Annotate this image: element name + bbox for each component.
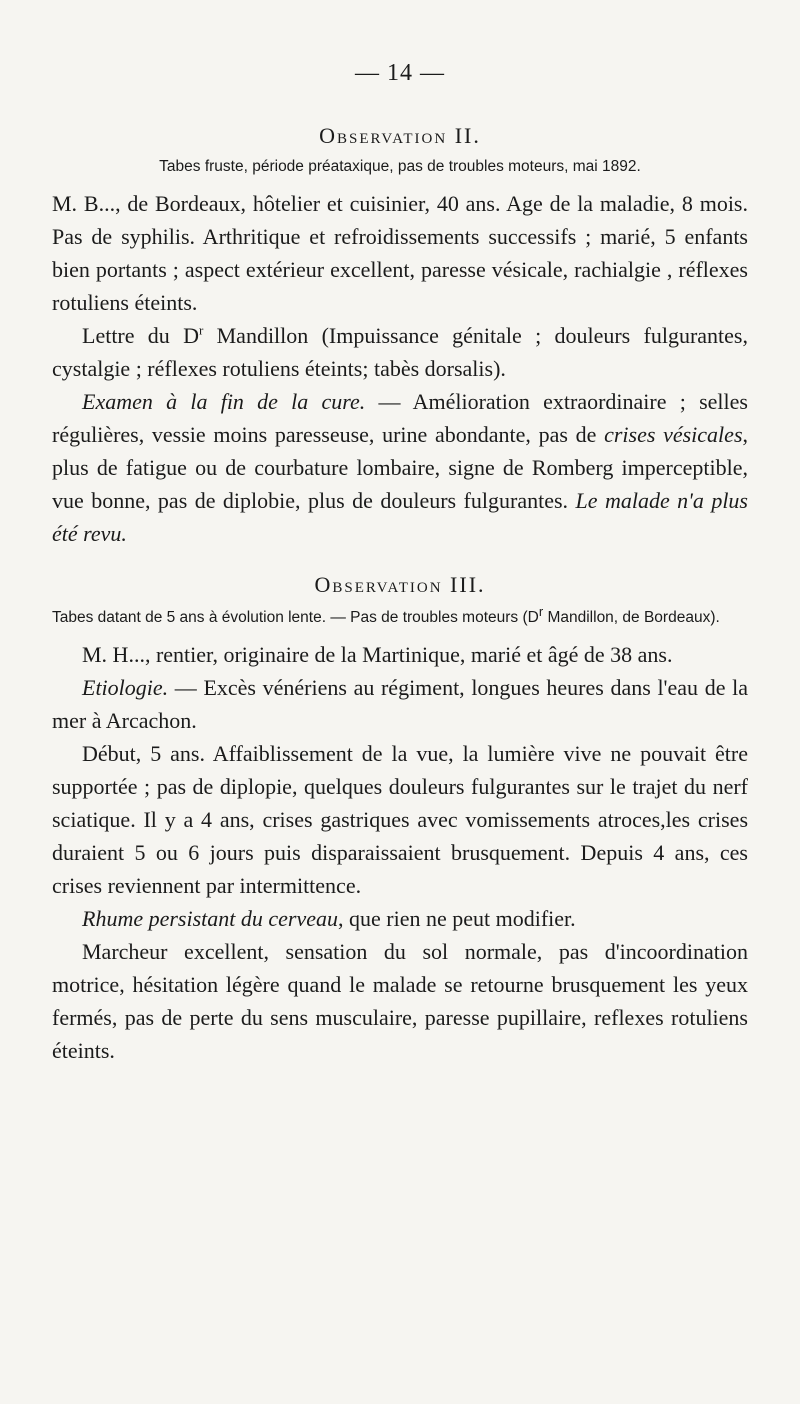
- observation-3-p1-text: M. H..., rentier, originaire de la Martinique, marié et âgé de 38 ans.: [82, 642, 673, 667]
- observation-3-paragraph-1: [52, 638, 748, 671]
- observation-2-paragraph-3: [52, 385, 748, 550]
- exam-text-a: — Amélioration extraordinaire ; selles régulières, vessie moins paresseuse, urine abondante, pas de: [52, 389, 748, 447]
- observation-3-subtitle: [52, 603, 748, 630]
- observation-3-p5-text: Marcheur excellent, sensation du sol normale, pas d'incoordination motrice, hésitation légère quand le malade se retourne brusquement les yeux fermés, pas de perte du sens musculaire, paresse pupillaire, reflexes rotuliens éteints.: [52, 939, 748, 1063]
- exam-emphasis: crises vésicales: [604, 422, 743, 447]
- exam-label: Examen à la fin de la cure.: [82, 389, 366, 414]
- observation-2-paragraph-2: [52, 319, 748, 385]
- doctor-letter-rest: Mandillon (Impuissance génitale ; douleurs fulgurantes, cystalgie ; réflexes rotuliens éteints; tabès dorsalis).: [52, 323, 748, 381]
- observation-3-paragraph-3: [52, 737, 748, 902]
- etiology-text: — Excès vénériens au régiment, longues heures dans l'eau de la mer à Arcachon.: [52, 675, 748, 733]
- page-number: — 14 —: [355, 60, 445, 86]
- rhume-text: , que rien ne peut modifier.: [338, 906, 576, 931]
- doctor-abbrev-sup: r: [198, 322, 204, 338]
- observation-3-p3-text: Début, 5 ans. Affaiblissement de la vue, la lumière vive ne pouvait être supportée ; pas de diplopie, quelques douleurs fulgurantes sur le trajet du nerf sciatique. Il y a 4 ans, crises gastriques avec vomissements atroces,les crises duraient 5 ou 6 jours puis disparaissaient brusquement. Depuis 4 ans, ces crises reviennent par intermittence.: [52, 741, 748, 898]
- observation-2-title: Observation II.: [319, 123, 481, 148]
- etiology-label: Etiologie.: [82, 675, 169, 700]
- observation-3-paragraph-2: [52, 671, 748, 737]
- doctor-letter-start: Lettre du D: [82, 323, 199, 348]
- rhume-label: Rhume persistant du cerveau: [82, 906, 338, 931]
- observation-2-subtitle: Tabes fruste, période préataxique, pas de troubles moteurs, mai 1892.: [159, 158, 641, 175]
- exam-text-b: , plus de fatigue ou de courbature lombaire, signe de Romberg imperceptible, vue bonne, pas de diplobie, plus de douleurs fulgurantes.: [52, 422, 748, 513]
- observation-3-subtitle-sup: r: [538, 603, 544, 619]
- observation-2-p1-text: M. B..., de Bordeaux, hôtelier et cuisinier, 40 ans. Age de la maladie, 8 mois. Pas de syphilis. Arthritique et refroidissements successifs ; marié, 5 enfants bien portants ; aspect extérieur excellent, paresse vésicale, rachialgie , réflexes rotuliens éteints.: [52, 191, 748, 315]
- observation-3: [52, 572, 748, 1067]
- observation-2-paragraph-1: [52, 187, 748, 319]
- observation-3-paragraph-4: [52, 902, 748, 935]
- observation-3-paragraph-5: [52, 935, 748, 1067]
- observation-3-title: Observation III.: [314, 572, 486, 597]
- exam-closing: Le malade n'a plus été revu.: [52, 488, 748, 546]
- observation-2: [52, 123, 748, 550]
- observation-3-subtitle-a: Tabes datant de 5 ans à évolution lente. — Pas de troubles moteurs (D: [52, 609, 539, 626]
- observation-3-subtitle-b: Mandillon, de Bordeaux).: [543, 609, 720, 626]
